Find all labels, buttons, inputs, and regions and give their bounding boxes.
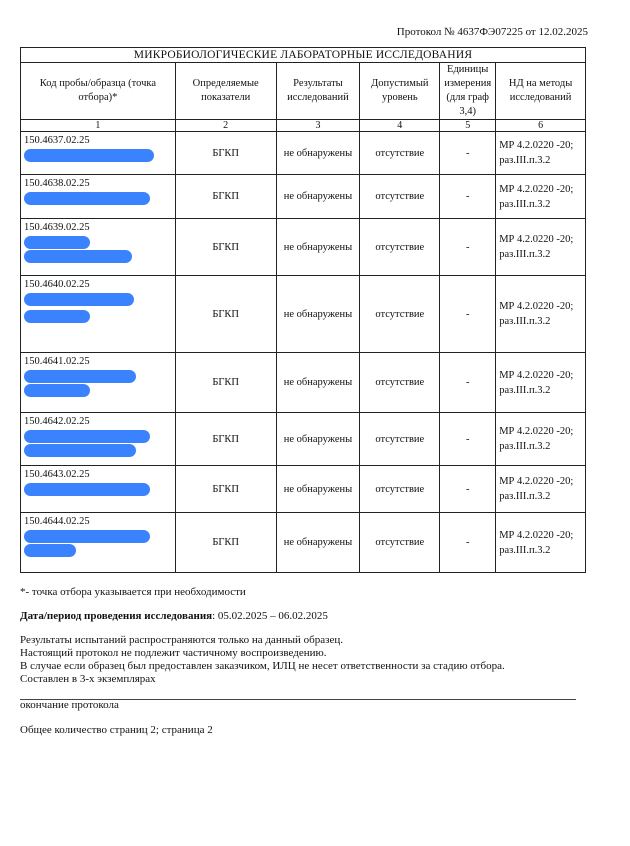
table-row [21, 513, 586, 573]
sample-code: 150.4642.02.25 [24, 416, 90, 427]
sample-code: 150.4643.02.25 [24, 469, 90, 480]
research-period-label: Дата/период проведения исследования [20, 610, 213, 622]
level-cell: отсутствие [360, 276, 440, 353]
notes-block [20, 634, 505, 686]
protocol-number: № 4637ФЭ07225 [444, 26, 523, 38]
page-count: Общее количество страниц 2; страница 2 [20, 724, 213, 736]
sample-code: 150.4640.02.25 [24, 279, 90, 290]
unit-cell: - [440, 132, 496, 175]
header-sample-code: Код пробы/образца (точка отбора)* [21, 63, 176, 120]
method-cell: МР 4.2.0220 -20; раз.III.п.3.2 [496, 175, 586, 219]
protocol-date: 12.02.2025 [538, 26, 588, 38]
redaction-mark [24, 236, 90, 249]
result-cell: не обнаружены [276, 513, 360, 573]
redaction-mark [24, 530, 150, 543]
level-cell: отсутствие [360, 175, 440, 219]
indicator-cell: БГКП [175, 219, 276, 276]
column-number: 2 [175, 120, 276, 132]
header-results: Результаты исследований [276, 63, 360, 120]
table-row [21, 132, 586, 175]
level-cell: отсутствие [360, 353, 440, 413]
result-cell: не обнаружены [276, 132, 360, 175]
redaction-mark [24, 483, 150, 496]
indicator-cell: БГКП [175, 132, 276, 175]
unit-cell: - [440, 175, 496, 219]
end-of-protocol: окончание протокола [20, 699, 119, 711]
sample-code: 150.4641.02.25 [24, 356, 90, 367]
method-cell: МР 4.2.0220 -20; раз.III.п.3.2 [496, 413, 586, 466]
result-cell: не обнаружены [276, 466, 360, 513]
result-cell: не обнаружены [276, 413, 360, 466]
note-line: Составлен в 3-х экземплярах [20, 673, 156, 685]
indicator-cell: БГКП [175, 175, 276, 219]
footnote: *- точка отбора указывается при необходимости [20, 586, 246, 598]
method-cell: МР 4.2.0220 -20; раз.III.п.3.2 [496, 276, 586, 353]
table-row [21, 353, 586, 413]
redaction-mark [24, 544, 76, 557]
column-number: 6 [496, 120, 586, 132]
redaction-mark [24, 149, 154, 162]
method-cell: МР 4.2.0220 -20; раз.III.п.3.2 [496, 353, 586, 413]
note-line: Результаты испытаний распространяются только на данный образец. [20, 634, 343, 646]
unit-cell: - [440, 466, 496, 513]
column-number: 3 [276, 120, 360, 132]
unit-cell: - [440, 353, 496, 413]
redaction-mark [24, 370, 136, 383]
redaction-mark [24, 310, 90, 323]
protocol-label: Протокол [396, 26, 442, 38]
redaction-mark [24, 293, 134, 306]
header-units: Единицы измерения (для граф 3,4) [440, 63, 496, 120]
column-number: 1 [21, 120, 176, 132]
method-cell: МР 4.2.0220 -20; раз.III.п.3.2 [496, 219, 586, 276]
sample-code: 150.4639.02.25 [24, 222, 90, 233]
header-allowed-level: Допустимый уровень [360, 63, 440, 120]
level-cell: отсутствие [360, 219, 440, 276]
unit-cell: - [440, 413, 496, 466]
column-number: 4 [360, 120, 440, 132]
sample-code: 150.4644.02.25 [24, 516, 90, 527]
redaction-mark [24, 384, 90, 397]
table-row [21, 413, 586, 466]
result-cell: не обнаружены [276, 353, 360, 413]
indicator-cell: БГКП [175, 353, 276, 413]
indicator-cell: БГКП [175, 466, 276, 513]
table-row [21, 219, 586, 276]
unit-cell: - [440, 513, 496, 573]
table-row [21, 466, 586, 513]
sample-code: 150.4637.02.25 [24, 135, 90, 146]
table-row [21, 276, 586, 353]
note-line: В случае если образец был предоставлен заказчиком, ИЛЦ не несет ответственности за стадию отбора. [20, 660, 505, 672]
result-cell: не обнаружены [276, 276, 360, 353]
table-title: МИКРОБИОЛОГИЧЕСКИЕ ЛАБОРАТОРНЫЕ ИССЛЕДОВАНИЯ [21, 48, 586, 63]
protocol-date-prefix: от [525, 26, 536, 38]
research-period [20, 610, 328, 622]
level-cell: отсутствие [360, 513, 440, 573]
level-cell: отсутствие [360, 466, 440, 513]
redaction-mark [24, 444, 136, 457]
research-period-value: : 05.02.2025 – 06.02.2025 [212, 610, 328, 622]
redaction-mark [24, 192, 150, 205]
header-indicators: Определяемые показатели [175, 63, 276, 120]
result-cell: не обнаружены [276, 175, 360, 219]
redaction-mark [24, 430, 150, 443]
unit-cell: - [440, 219, 496, 276]
unit-cell: - [440, 276, 496, 353]
header-methods: НД на методы исследований [496, 63, 586, 120]
redaction-mark [24, 250, 132, 263]
sample-code: 150.4638.02.25 [24, 178, 90, 189]
indicator-cell: БГКП [175, 413, 276, 466]
note-line: Настоящий протокол не подлежит частичному воспроизведению. [20, 647, 327, 659]
level-cell: отсутствие [360, 132, 440, 175]
indicator-cell: БГКП [175, 276, 276, 353]
result-cell: не обнаружены [276, 219, 360, 276]
protocol-header [397, 26, 588, 38]
method-cell: МР 4.2.0220 -20; раз.III.п.3.2 [496, 513, 586, 573]
column-number: 5 [440, 120, 496, 132]
method-cell: МР 4.2.0220 -20; раз.III.п.3.2 [496, 132, 586, 175]
table-row [21, 175, 586, 219]
indicator-cell: БГКП [175, 513, 276, 573]
results-table [20, 47, 586, 573]
method-cell: МР 4.2.0220 -20; раз.III.п.3.2 [496, 466, 586, 513]
level-cell: отсутствие [360, 413, 440, 466]
